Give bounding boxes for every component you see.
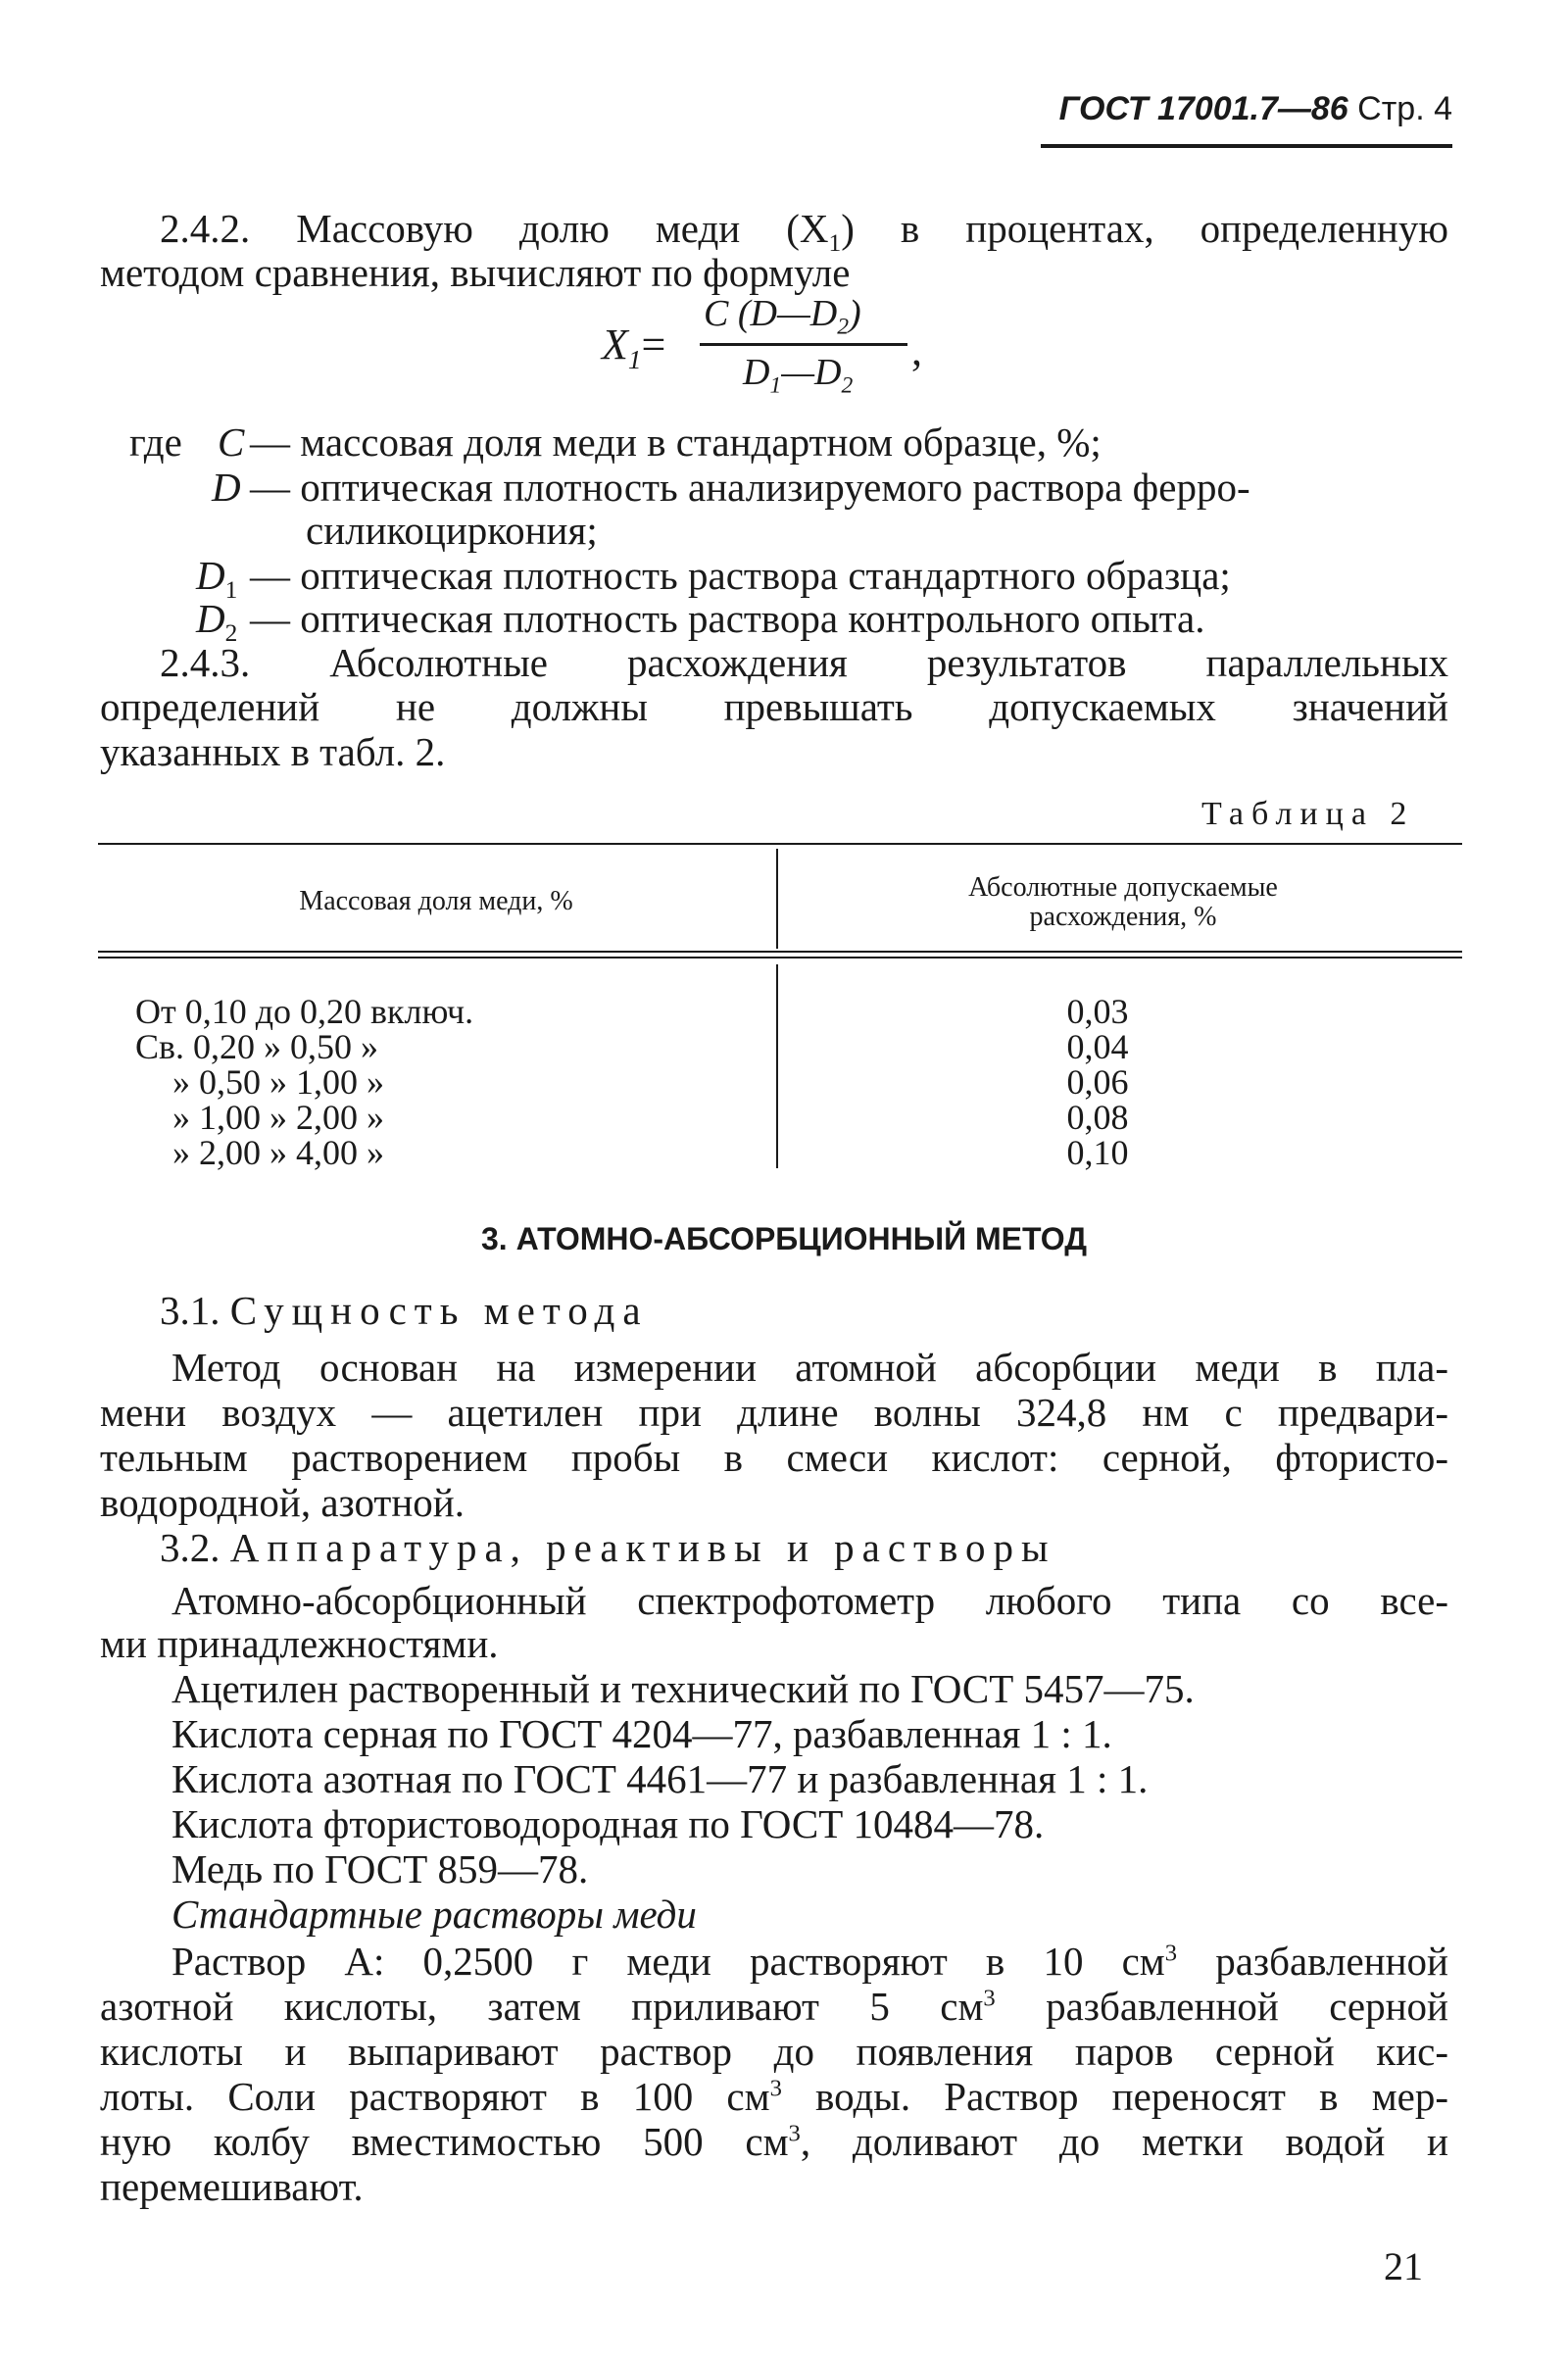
page-label: Стр. 4: [1357, 90, 1452, 127]
table-row-label: » 2,00 » 4,00 »: [172, 1133, 384, 1172]
para-31-line4: водородной, азотной.: [100, 1480, 465, 1525]
solution-a-line3: кислоты и выпаривают раствор до появления паров серной кис-: [100, 2029, 1448, 2074]
solution-a-line6: перемешивают.: [100, 2164, 364, 2209]
table-row-value: 0,03: [1066, 992, 1129, 1031]
para-31-line2: мени воздух — ацетилен при длине волны 324,8 нм с предвари-: [100, 1390, 1448, 1435]
def-c-symbol: C: [218, 419, 245, 465]
subheading-standard-solutions: Стандартные растворы меди: [172, 1892, 697, 1937]
para-242-line2: методом сравнения, вычисляют по формуле: [100, 250, 851, 295]
para-32-line3: Ацетилен растворенный и технический по ГОСТ 5457—75.: [172, 1666, 1195, 1711]
formula-comma: ,: [911, 326, 922, 374]
para-243-line3: указанных в табл. 2.: [100, 729, 446, 774]
table-header-rule-1: [98, 951, 1462, 953]
table-header-rule-2: [98, 957, 1462, 958]
solution-a-line5: ную колбу вместимостью 500 $см^3$, доливают до метки водой и: [100, 2119, 1448, 2164]
table-row-value: 0,10: [1066, 1133, 1129, 1172]
fraction-bar: [700, 343, 907, 346]
table-row-label: От 0,10 до 0,20 включ.: [135, 992, 474, 1031]
table-row-value: 0,06: [1066, 1062, 1129, 1102]
subsection-32-heading: 3.2. Аппаратура, реактивы и растворы: [160, 1525, 1056, 1570]
def-d2-text: — оптическая плотность раствора контрольного опыта.: [250, 596, 1205, 641]
def-d1-text: — оптическая плотность раствора стандартного образца;: [250, 553, 1231, 598]
subsection-31-heading: 3.1. Сущность метода: [160, 1288, 649, 1333]
para-32-line4: Кислота серная по ГОСТ 4204—77, разбавленная 1 : 1.: [172, 1711, 1112, 1756]
def-d2-symbol: $D_2$: [196, 596, 238, 648]
para-32-line5: Кислота азотная по ГОСТ 4461—77 и разбавленная 1 : 1.: [172, 1756, 1149, 1801]
def-d-symbol: D: [212, 465, 241, 510]
table-top-rule: [98, 843, 1462, 845]
formula-lhs: $X_1=$: [602, 320, 666, 374]
para-32-line1: Атомно-абсорбционный спектрофотометр любого типа со все-: [172, 1578, 1448, 1623]
table-body-divider: [776, 964, 778, 1168]
table-row-label: » 0,50 » 1,00 »: [172, 1062, 384, 1102]
header-rule: [1041, 144, 1452, 148]
def-where: где: [129, 419, 182, 465]
table-row-label: Св. 0,20 » 0,50 »: [135, 1027, 379, 1066]
para-243-line2: определений не должны превышать допускаемых значений: [100, 684, 1448, 729]
formula-denominator: $D_1—D_2$: [743, 352, 854, 399]
def-d-text2: силикоциркония;: [306, 508, 598, 553]
table-col2-header-line1: Абсолютные допускаемые: [968, 872, 1278, 903]
table-row-label: » 1,00 » 2,00 »: [172, 1098, 384, 1137]
standard-number: ГОСТ 17001.7—86: [1058, 90, 1348, 127]
para-32-line7: Медь по ГОСТ 859—78.: [172, 1846, 589, 1892]
table-col2-header-line2: расхождения, %: [1029, 902, 1217, 932]
table-row-value: 0,08: [1066, 1098, 1129, 1137]
table-col1-header: Массовая доля меди, %: [299, 886, 573, 916]
def-c-text: — массовая доля меди в стандартном образце, %;: [250, 419, 1102, 465]
solution-a-line1: Раствор А: 0,2500 г меди растворяют в 10 $см^3$ разбавленной: [172, 1939, 1448, 1984]
page-number: 21: [1384, 2244, 1423, 2288]
solution-a-line2: азотной кислоты, затем приливают 5 $см^3$ разбавленной серной: [100, 1984, 1448, 2029]
table-caption: Таблица 2: [1201, 796, 1415, 832]
def-d1-symbol: $D_1$: [196, 553, 238, 605]
formula-numerator: C $(D—D_2)$: [704, 293, 861, 340]
page-header: [1059, 90, 1452, 128]
para-32-line6: Кислота фтористоводородная по ГОСТ 10484—78.: [172, 1801, 1045, 1846]
def-d-text1: — оптическая плотность анализируемого раствора ферро-: [250, 465, 1250, 510]
section-3-title: 3. АТОМНО-АБСОРБЦИОННЫЙ МЕТОД: [481, 1221, 1087, 1256]
para-31-line1: Метод основан на измерении атомной абсорбции меди в пла-: [172, 1345, 1448, 1390]
para-32-line2: ми принадлежностями.: [100, 1621, 499, 1666]
para-31-line3: тельным растворением пробы в смеси кислот: серной, фтористо-: [100, 1435, 1448, 1480]
para-242-line1: 2.4.2. Массовую долю меди $(X_1)$ в процентах, определенную: [160, 206, 1449, 258]
solution-a-line4: лоты. Соли растворяют в 100 $см^3$ воды. Раствор переносят в мер-: [100, 2074, 1448, 2119]
table-header-divider: [776, 849, 778, 949]
para-243-line1: 2.4.3. Абсолютные расхождения результатов параллельных: [160, 640, 1448, 685]
table-row-value: 0,04: [1066, 1027, 1129, 1066]
